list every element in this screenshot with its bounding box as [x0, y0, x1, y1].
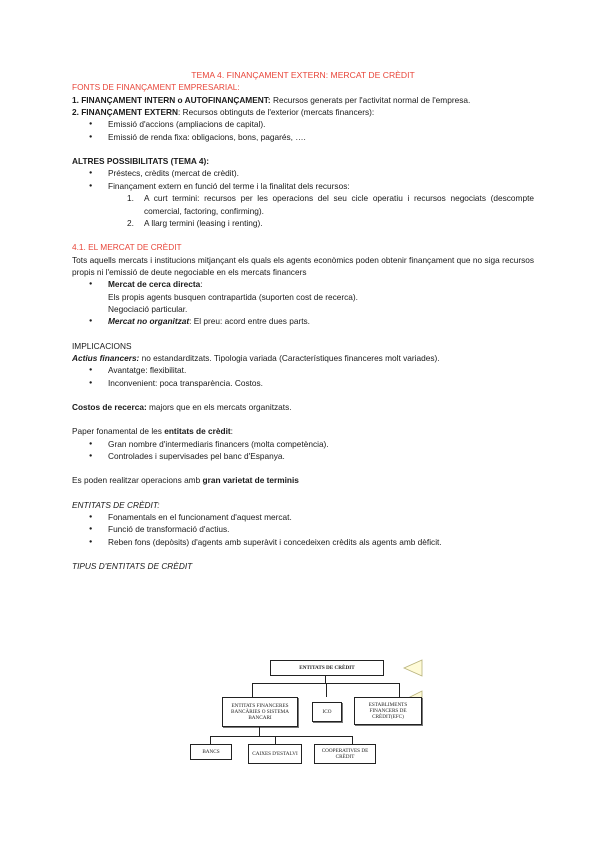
entitats-heading: ENTITATS DE CRÈDIT:	[72, 499, 160, 510]
paper-line: Paper fonamental de les entitats de crèdit:	[72, 426, 233, 437]
implicacions-bullets	[72, 364, 534, 389]
list-item: ● Reben fons (depòsits) d'agents amb superàvit i concedeixen crèdits als agents amb dèficit.	[108, 536, 534, 548]
numbered-item: 1. A curt termini: recursos per les operacions del seu cicle operatiu i recursos negociats (descompte comercial, factoring, confirming).	[127, 193, 534, 216]
list-item: ● Fonamentals en el funcionament d'aquest mercat.	[108, 511, 534, 523]
diagram-node-ico: ICO	[312, 702, 342, 722]
altres-heading: ALTRES POSSIBILITATS (TEMA 4):	[72, 156, 210, 166]
diagram-node-caixes: CAIXES D'ESTALVI	[248, 744, 302, 764]
altres-bullets	[72, 167, 534, 192]
actius-line: Actius financers: no estandarditzats. Tipologia variada (Característiques financeres molt variades).	[72, 352, 440, 363]
diagram-root: ENTITATS DE CRÈDIT	[270, 660, 384, 676]
entitats-bullets	[72, 511, 534, 548]
paper-bullets	[72, 438, 534, 463]
list-item: ● Emissió de renda fixa: obligacions, bons, pagarés, ….	[108, 131, 534, 143]
tipus-heading: TIPUS D'ENTITATS DE CRÈDIT	[72, 561, 193, 572]
list-item: ● Emissió d'accions (ampliacions de capital).	[108, 118, 534, 130]
list-item: ● Préstecs, crèdits (mercat de crèdit).	[108, 167, 534, 179]
diagram-node-efc: ESTABLIMENTS FINANCERS DE CRÈDIT(EFC)	[354, 697, 422, 725]
diagram-node-cooperatives: COOPERATIVES DE CRÈDIT	[314, 744, 376, 764]
list-item: ● Finançament extern en funció del terme i la finalitat dels recursos:	[108, 180, 534, 192]
cerca-line-2: Negociació particular.	[108, 303, 188, 314]
document-title: TEMA 4. FINANÇAMENT EXTERN: MERCAT DE CRÈDIT	[191, 70, 415, 80]
list-item: ● Gran nombre d'intermediaris financers (molta competència).	[108, 438, 534, 450]
list-item: ● Inconvenient: poca transparència. Costos.	[108, 377, 534, 389]
list-item: ● Mercat no organitzat: El preu: acord entre dues parts.	[108, 315, 534, 327]
diagram-node-bancari: ENTITATS FINANCERES BANCÀRIES O SISTEMA BANCARI	[222, 697, 298, 727]
altres-numbered	[72, 192, 534, 229]
entitats-diagram	[180, 658, 430, 768]
mercat-heading: 4.1. EL MERCAT DE CRÈDIT	[72, 242, 182, 253]
implicacions-heading: IMPLICACIONS	[72, 340, 132, 351]
arrow-decoration-icon	[402, 658, 424, 678]
mercat-bullets	[72, 278, 534, 290]
fonts-item-1: 1. FINANÇAMENT INTERN o AUTOFINANÇAMENT: Recursos generats per l'activitat normal de l'empresa.	[72, 94, 471, 105]
list-item: ● Controlades i supervisades pel banc d'Espanya.	[108, 450, 534, 462]
fonts-bullets	[72, 118, 534, 143]
list-item: ● Funció de transformació d'actius.	[108, 523, 534, 535]
fonts-item-2: 2. FINANÇAMENT EXTERN: Recursos obtinguts de l'exterior (mercats financers):	[72, 106, 375, 117]
list-item: ● Avantatge: flexibilitat.	[108, 364, 534, 376]
diagram-node-bancs: BANCS	[190, 744, 232, 760]
fonts-heading: FONTS DE FINANÇAMENT EMPRESARIAL:	[72, 82, 240, 93]
list-item: ● Mercat de cerca directa:	[108, 278, 534, 290]
costos-line: Costos de recerca: majors que en els mercats organitzats.	[72, 402, 292, 413]
document-page	[72, 67, 534, 573]
varietat-line: Es poden realitzar operacions amb gran varietat de terminis	[72, 475, 299, 486]
numbered-item: 2. A llarg termini (leasing i renting).	[127, 217, 263, 228]
mercat-intro: Tots aquells mercats i institucions mitjançant els quals els agents econòmics poden obtenir finançament que no siga recursos propis ni l'emissió de deute negociable en els mercats financers	[72, 254, 534, 277]
cerca-line-1: Els propis agents busquen contrapartida (suporten cost de recerca).	[108, 291, 358, 302]
